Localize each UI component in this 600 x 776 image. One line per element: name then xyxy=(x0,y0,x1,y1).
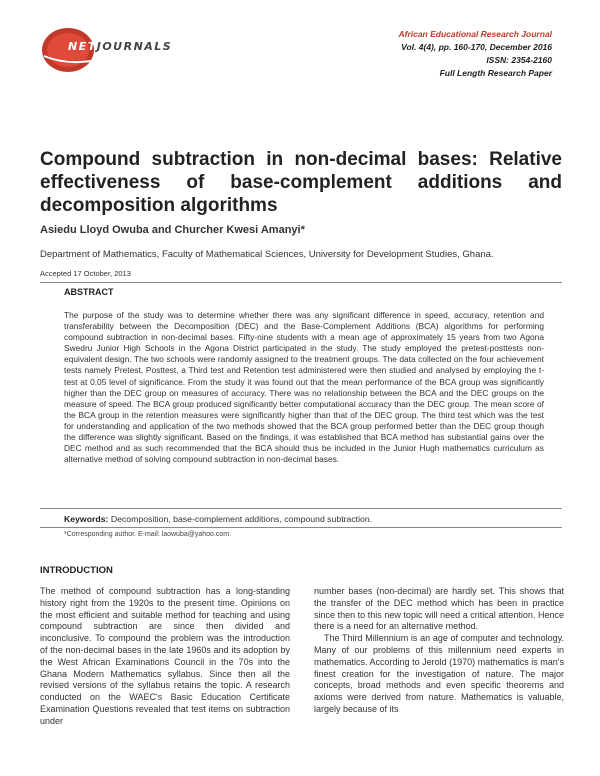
keywords-text: Decomposition, base-complement additions, compound subtraction. xyxy=(110,514,373,524)
divider xyxy=(40,527,562,528)
corresponding-author: *Corresponding author. E-mail: laowuba@yahoo.com. xyxy=(64,531,232,538)
introduction-column-left xyxy=(40,586,290,728)
authors: Asiedu Lloyd Owuba and Churcher Kwesi Amanyi* xyxy=(40,224,305,236)
introduction-column-right xyxy=(314,586,564,716)
divider xyxy=(40,508,562,509)
abstract-text: The purpose of the study was to determine whether there was any significant difference in speed, accuracy, retention and transferability between the Decomposition (DEC) and the Base-Complement Additions (BCA) algorithms for performing compound subtraction in non-decimal bases. Fifty-nine students with a mean age of approximately 15 years from two Agona Swedru Junior High Schools in the Agona District participated in the study. The study employed the pretest-posttests non-equivalent design. The two schools were randomly assigned to the treatment groups. The data collected on the four achievement tests namely Pretest, Posttest, a Third test and Retention test administered were then studied and analysed by employing the t-test at 0.05 level of significance. From the study it was found out that the mean performance of the BCA group was significantly higher than the DEC group on measures of accuracy. There was no relationship between the BCA and the DEC groups on the measure of speed. The BCA group produced significantly better computational accuracy than the DEC group. The mean score of the BCA group in the retention measures were significantly higher than that of the DEC group. The third test which was the test for understanding and application of the two methods showed that the BCA group performed better than the DEC group though the difference was slightly significant. Based on the findings, it was established that BCA method has substantial gains over the DEC method and as such recommended that the BCA should thus be included in the Junior Hugh mathematics curriculum as alternative method of solving compound subtraction in non-decimal bases. xyxy=(64,310,544,465)
introduction-paragraph: number bases (non-decimal) are hardly set. This shows that the transfer of the DEC method which has been in practice since then to this new topic will need a critical attention. Hence there is a need for an alternative method. xyxy=(314,586,564,632)
paper-type: Full Length Research Paper xyxy=(439,68,552,78)
affiliation: Department of Mathematics, Faculty of Mathematical Sciences, University for Development Studies, Ghana. xyxy=(40,249,494,260)
introduction-paragraph: The method of compound subtraction has a long-standing history right from the 1920s to the present time. Opinions on the most efficient and suitable method for teaching and using compound subtraction are since then divided and inconclusive. To compound the problem was the introduction of the non-decimal bases in the late 1960s and its adoption by the West African Examinations Council in the 70s into the Ghana Modern Mathematics syllabus. Since then all the revised versions of the syllabus retains the topic. A research conducted on the WAEC's Basic Education Certificate Examination Questions revealed that test items on subtraction under xyxy=(40,586,290,726)
paper-title: Compound subtraction in non-decimal bases: Relative effectiveness of base-complement additions and decomposition algorithms xyxy=(40,149,562,216)
divider xyxy=(40,282,562,283)
abstract-section xyxy=(64,287,544,465)
logo-rest: JOURNALS xyxy=(96,40,173,53)
netjournals-logo xyxy=(38,26,198,78)
logo-brand: NET xyxy=(68,40,97,53)
abstract-heading: ABSTRACT xyxy=(64,287,114,297)
introduction-paragraph: The Third Millennium is an age of computer and technology. Many of our problems of this millennium need experts in mathematics. According to Jerold (1970) mathematics is man's finest creation for the investigation of nature. The major concepts, broad methods and even specific theorems and axioms were derived from nature. Mathematics is valuable, largely because of its xyxy=(314,633,564,714)
volume-pages: Vol. 4(4), pp. 160-170, December 2016 xyxy=(401,42,552,52)
logo-text xyxy=(68,40,172,53)
issn: ISSN: 2354-2160 xyxy=(486,55,552,65)
keywords xyxy=(64,514,372,524)
journal-info xyxy=(398,28,552,80)
journal-name: African Educational Research Journal xyxy=(398,29,552,39)
introduction-heading: INTRODUCTION xyxy=(40,565,113,576)
accepted-date: Accepted 17 October, 2013 xyxy=(40,269,131,278)
keywords-label: Keywords: xyxy=(64,514,109,524)
